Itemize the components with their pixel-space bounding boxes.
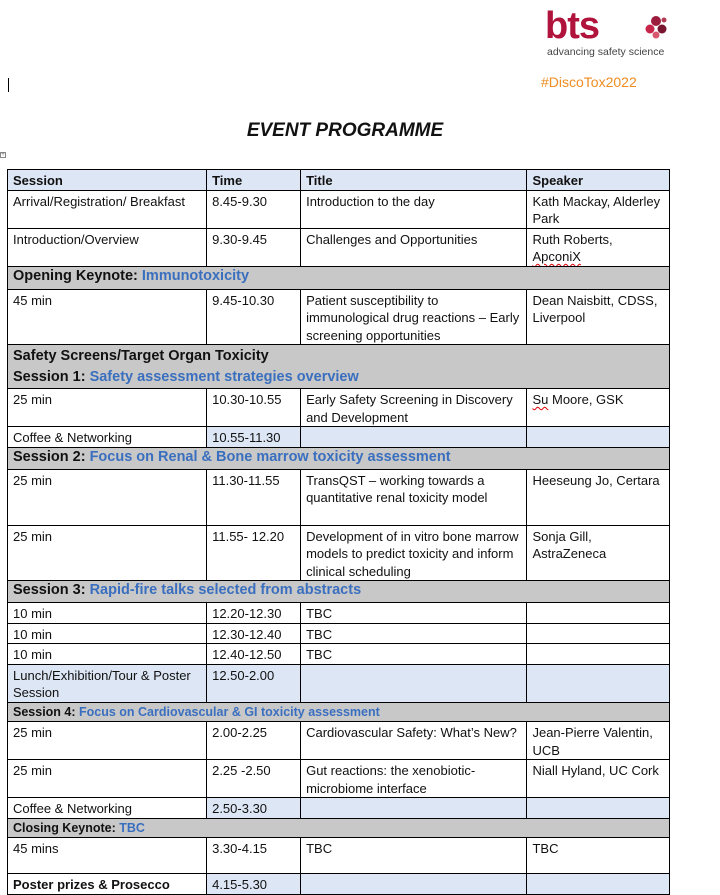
cell-title: TBC <box>301 644 527 665</box>
cell-session: Coffee & Networking <box>8 427 207 448</box>
event-hashtag: #DiscoTox2022 <box>541 74 637 90</box>
cell-speaker: Heeseung Jo, Certara <box>527 469 670 525</box>
cell-time: 2.00-2.25 <box>207 722 301 760</box>
cell-time: 10.55-11.30 <box>207 427 301 448</box>
cell-session: 10 min <box>8 644 207 665</box>
band-label: Session 1: <box>13 369 90 385</box>
cell-session: Arrival/Registration/ Breakfast <box>8 190 207 228</box>
band-topic: Immunotoxicity <box>141 267 250 284</box>
cell-title: Gut reactions: the xenobiotic-microbiome interface <box>301 760 527 798</box>
section-band <box>8 266 670 289</box>
cell-title: Patient susceptibility to immunological drug reactions – Early screening opportunities <box>301 289 527 345</box>
band-label: Session 2: <box>13 448 90 465</box>
cell-speaker: Niall Hyland, UC Cork <box>527 760 670 798</box>
table-row <box>8 525 670 581</box>
programme-table <box>7 169 670 895</box>
section-band <box>8 702 670 722</box>
cell-title: TBC <box>301 838 527 874</box>
band-cell <box>8 818 670 838</box>
cell-title <box>301 664 527 702</box>
band-label: Closing Keynote: <box>13 820 120 835</box>
table-row <box>8 623 670 644</box>
cell-session: 25 min <box>8 389 207 427</box>
table-row <box>8 469 670 525</box>
band-topic: Focus on Renal & Bone marrow toxicity assessment <box>89 448 451 465</box>
table-row <box>8 760 670 798</box>
cell-speaker <box>527 623 670 644</box>
cell-speaker <box>527 427 670 448</box>
cell-time: 2.25 -2.50 <box>207 760 301 798</box>
table-row <box>8 874 670 895</box>
table-row <box>8 289 670 345</box>
cell-title: Cardiovascular Safety: What’s New? <box>301 722 527 760</box>
table-row <box>8 190 670 228</box>
section-band <box>8 818 670 838</box>
cell-speaker <box>527 603 670 624</box>
cell-time: 2.50-3.30 <box>207 798 301 819</box>
cell-speaker: Sonja Gill, AstraZeneca <box>527 525 670 581</box>
band-heading: Safety Screens/Target Organ Toxicity <box>13 348 269 364</box>
cell-speaker: Jean-Pierre Valentin, UCB <box>527 722 670 760</box>
cell-time: 4.15-5.30 <box>207 874 301 895</box>
section-band <box>8 581 670 603</box>
cell-session: 10 min <box>8 623 207 644</box>
speaker-name: Ruth Roberts, <box>532 231 613 247</box>
header-speaker: Speaker <box>527 170 670 191</box>
cell-session: 25 min <box>8 722 207 760</box>
speaker-org: ApconiX <box>532 249 581 264</box>
cell-session: Coffee & Networking <box>8 798 207 819</box>
page-title: EVENT PROGRAMME <box>246 120 444 141</box>
table-row <box>8 427 670 448</box>
cell-session: Lunch/Exhibition/Tour & Poster Session <box>8 664 207 702</box>
cell-speaker <box>527 389 670 427</box>
speaker-org: Moore, GSK <box>548 392 624 407</box>
cell-speaker: Kath Mackay, Alderley Park <box>527 190 670 228</box>
cell-time: 8.45-9.30 <box>207 190 301 228</box>
speaker-name: Su <box>532 392 549 407</box>
cell-time: 12.40-12.50 <box>207 644 301 665</box>
table-row <box>8 228 670 266</box>
cell-speaker: Dean Naisbitt, CDSS, Liverpool <box>527 289 670 345</box>
cell-time: 9.45-10.30 <box>207 289 301 345</box>
cell-speaker: TBC <box>527 838 670 874</box>
cell-speaker <box>527 874 670 895</box>
band-label: Session 3: <box>13 582 90 598</box>
table-row <box>8 664 670 702</box>
cell-session: 25 min <box>8 760 207 798</box>
cell-session: 45 min <box>8 289 207 345</box>
band-cell <box>8 266 670 289</box>
cell-time: 12.50-2.00 <box>207 664 301 702</box>
header-time: Time <box>207 170 301 191</box>
cell-time: 3.30-4.15 <box>207 838 301 874</box>
cell-speaker <box>527 664 670 702</box>
cell-session: 25 min <box>8 469 207 525</box>
cell-speaker <box>527 798 670 819</box>
molecule-icon <box>642 12 670 40</box>
logo-tagline: advancing safety science <box>547 46 665 58</box>
table-move-handle[interactable]: + <box>1 152 5 158</box>
cell-time: 12.30-12.40 <box>207 623 301 644</box>
cell-title <box>301 427 527 448</box>
cell-time: 11.30-11.55 <box>207 469 301 525</box>
cell-speaker <box>527 228 670 266</box>
cell-session: Poster prizes & Prosecco <box>8 874 207 895</box>
cell-session: 10 min <box>8 603 207 624</box>
cell-title: Challenges and Opportunities <box>301 228 527 266</box>
cell-title: Introduction to the day <box>301 190 527 228</box>
cell-session: 45 mins <box>8 838 207 874</box>
bts-logo <box>545 6 675 62</box>
band-label: Opening Keynote: <box>13 267 142 284</box>
cell-title <box>301 874 527 895</box>
header-title: Title <box>301 170 527 191</box>
band-cell <box>8 702 670 722</box>
table-row <box>8 798 670 819</box>
text-cursor <box>8 78 9 92</box>
band-topic: Rapid-fire talks selected from abstracts <box>89 582 362 598</box>
cell-title: TBC <box>301 603 527 624</box>
cell-title: TBC <box>301 623 527 644</box>
table-row <box>8 722 670 760</box>
cell-time: 9.30-9.45 <box>207 228 301 266</box>
cell-title: TransQST – working towards a quantitative renal toxicity model <box>301 469 527 525</box>
header-session: Session <box>8 170 207 191</box>
table-header-row <box>8 170 670 191</box>
cell-time: 12.20-12.30 <box>207 603 301 624</box>
table-row <box>8 389 670 427</box>
cell-title: Early Safety Screening in Discovery and Development <box>301 389 527 427</box>
band-cell <box>8 345 670 389</box>
cell-session: Introduction/Overview <box>8 228 207 266</box>
cell-title: Development of in vitro bone marrow models to predict toxicity and inform clinical scheduling <box>301 525 527 581</box>
logo-wordmark: bts <box>545 5 599 47</box>
cell-session: 25 min <box>8 525 207 581</box>
cell-time: 10.30-10.55 <box>207 389 301 427</box>
cell-time: 11.55- 12.20 <box>207 525 301 581</box>
band-cell <box>8 447 670 469</box>
table-row <box>8 603 670 624</box>
cell-speaker <box>527 644 670 665</box>
section-band <box>8 345 670 389</box>
band-label: Session 4: <box>13 704 79 719</box>
band-topic: Focus on Cardiovascular & GI toxicity assessment <box>79 704 380 719</box>
cell-title <box>301 798 527 819</box>
band-cell <box>8 581 670 603</box>
section-band <box>8 447 670 469</box>
band-topic: Safety assessment strategies overview <box>89 369 359 385</box>
table-row <box>8 644 670 665</box>
band-topic: TBC <box>119 820 145 835</box>
table-row <box>8 838 670 874</box>
